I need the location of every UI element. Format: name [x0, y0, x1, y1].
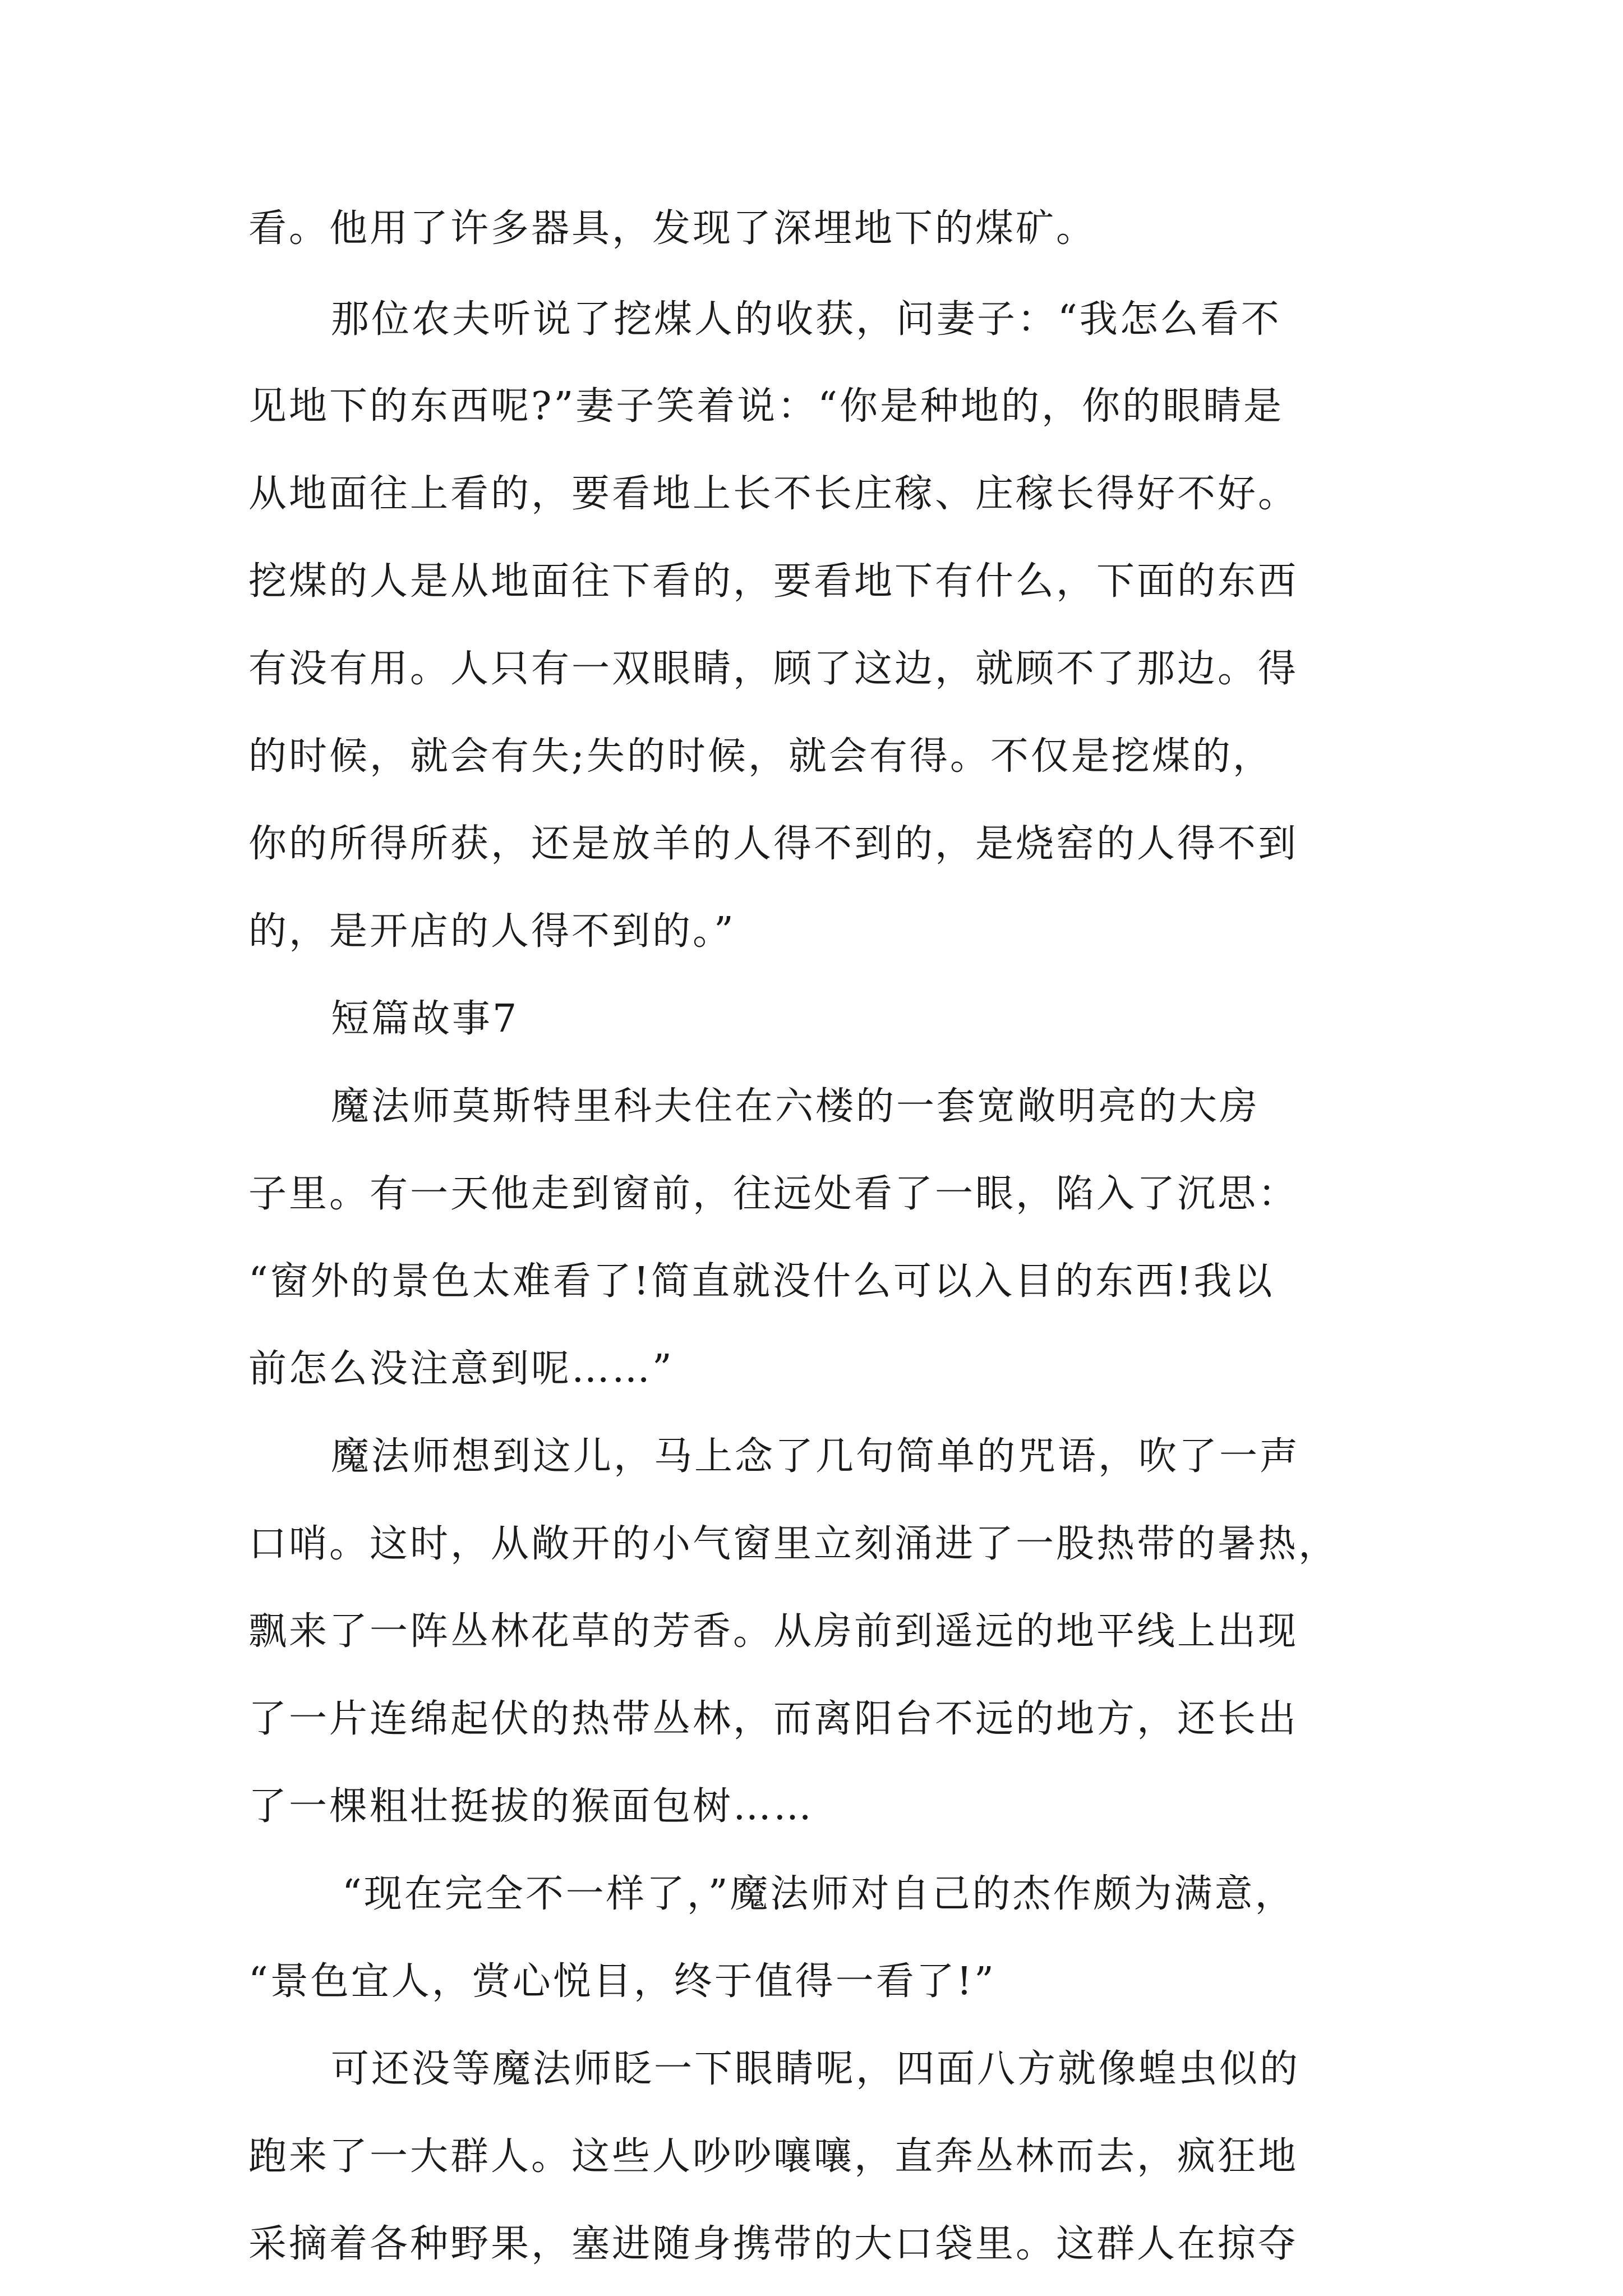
text-line: 了一棵粗壮挺拔的猴面包树…… — [248, 1784, 814, 1829]
text-line: 见地下的东西呢?”妻子笑着说：“你是种地的，你的眼睛是 — [248, 384, 1284, 429]
text-line: 看。他用了许多器具，发现了深埋地下的煤矿。 — [248, 206, 1097, 251]
section-heading: 短篇故事7 — [331, 997, 519, 1041]
text-line: 可还没等魔法师眨一下眼睛呢，四面八方就像蝗虫似的 — [331, 2047, 1301, 2091]
text-line: 挖煤的人是从地面往下看的，要看地下有什么，下面的东西 — [248, 559, 1299, 604]
text-line: 了一片连绵起伏的热带丛林，而离阳台不远的地方，还长出 — [248, 1697, 1299, 1741]
text-line: 魔法师想到这儿，马上念了几句简单的咒语，吹了一声 — [331, 1434, 1301, 1479]
text-line: “现在完全不一样了，”魔法师对自己的杰作颇为满意， — [342, 1872, 1295, 1916]
text-line: 的，是开店的人得不到的。” — [248, 909, 736, 954]
text-line: 从地面往上看的，要看地上长不长庄稼、庄稼长得好不好。 — [248, 472, 1299, 516]
text-line: 你的所得所获，还是放羊的人得不到的，是烧窑的人得不到 — [248, 822, 1299, 866]
text-line: 有没有用。人只有一双眼睛，顾了这边，就顾不了那边。得 — [248, 647, 1299, 691]
text-line: 前怎么没注意到呢……” — [248, 1347, 674, 1391]
text-line: 的时候，就会有失;失的时候，就会有得。不仅是挖煤的， — [248, 734, 1273, 779]
text-line: 子里。有一天他走到窗前，往远处看了一眼，陷入了沉思： — [248, 1172, 1299, 1216]
text-line: 魔法师莫斯特里科夫住在六楼的一套宽敞明亮的大房 — [331, 1084, 1260, 1129]
text-line: 飘来了一阵丛林花草的芳香。从房前到遥远的地平线上出现 — [248, 1609, 1299, 1654]
text-line: “窗外的景色太难看了!简直就没什么可以入目的东西!我以 — [248, 1259, 1275, 1304]
text-line: 那位农夫听说了挖煤人的收获，问妻子：“我怎么看不 — [331, 297, 1281, 342]
text-line: 口哨。这时，从敞开的小气窗里立刻涌进了一股热带的暑热， — [248, 1522, 1339, 1566]
text-line: 采摘着各种野果，塞进随身携带的大口袋里。这群人在掠夺 — [248, 2222, 1299, 2266]
text-line: 跑来了一大群人。这些人吵吵嚷嚷，直奔丛林而去，疯狂地 — [248, 2134, 1299, 2179]
text-line: “景色宜人，赏心悦目，终于值得一看了!” — [248, 1959, 996, 2004]
